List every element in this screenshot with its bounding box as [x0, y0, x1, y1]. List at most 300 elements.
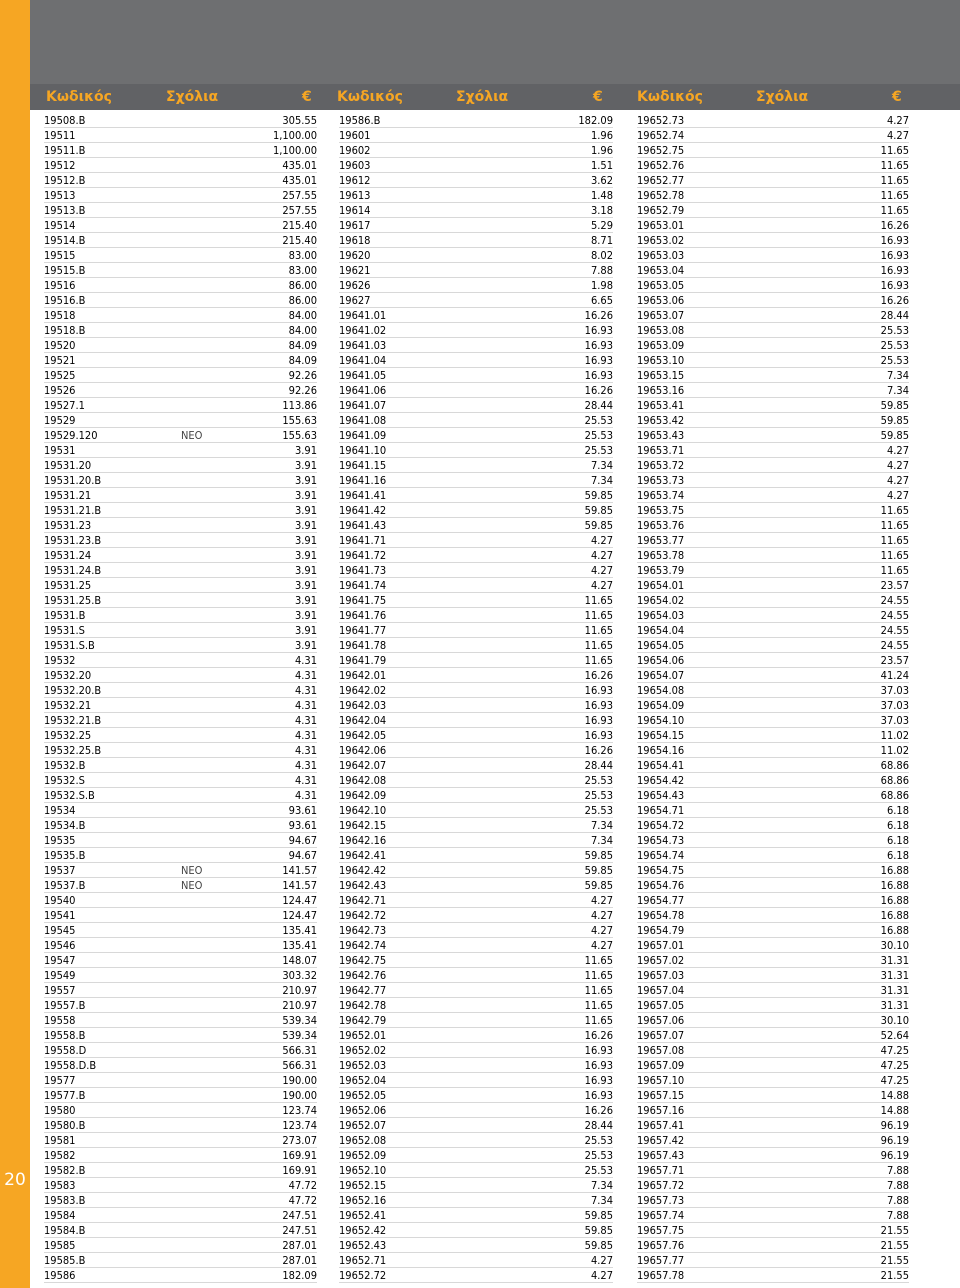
- price: 210.97: [282, 984, 317, 997]
- product-code: 19642.16: [339, 834, 387, 847]
- product-code: 19525: [44, 369, 76, 382]
- table-row: [339, 788, 613, 803]
- product-code: 19602: [339, 144, 371, 157]
- table-row: [637, 908, 909, 923]
- table-row: [339, 1208, 613, 1223]
- table-row: [44, 323, 317, 338]
- table-row: [44, 818, 317, 833]
- product-code: 19641.79: [339, 654, 387, 667]
- price: 1.51: [590, 159, 613, 172]
- price: 14.88: [880, 1089, 909, 1102]
- table-row: [637, 1238, 909, 1253]
- product-code: 19514.B: [44, 234, 86, 247]
- product-code: 19508.B: [44, 114, 86, 127]
- price: 4.27: [590, 894, 613, 907]
- product-code: 19601: [339, 129, 371, 142]
- product-code: 19534.B: [44, 819, 86, 832]
- product-code: 19642.04: [339, 714, 387, 727]
- product-code: 19657.73: [637, 1194, 685, 1207]
- product-code: 19641.04: [339, 354, 387, 367]
- product-code: 19642.02: [339, 684, 387, 697]
- table-row: [339, 323, 613, 338]
- table-row: [339, 383, 613, 398]
- table-row: [44, 398, 317, 413]
- table-row: [44, 1118, 317, 1133]
- price: 7.34: [590, 474, 613, 487]
- table-row: [637, 263, 909, 278]
- product-code: 19657.10: [637, 1074, 685, 1087]
- price: 3.91: [294, 504, 317, 517]
- product-code: 19531.21: [44, 489, 92, 502]
- price: 59.85: [584, 849, 613, 862]
- price: 215.40: [282, 219, 317, 232]
- price: 8.71: [590, 234, 613, 247]
- product-code: 19654.42: [637, 774, 685, 787]
- price: 59.85: [584, 879, 613, 892]
- table-row: [44, 458, 317, 473]
- table-row: [339, 428, 613, 443]
- product-code: 19531.24.B: [44, 564, 102, 577]
- product-code: 19642.06: [339, 744, 387, 757]
- table-row: [44, 428, 317, 443]
- price: 25.53: [584, 804, 613, 817]
- table-row: [637, 1013, 909, 1028]
- product-code: 19653.01: [637, 219, 685, 232]
- price: 16.26: [584, 744, 613, 757]
- table-row: [637, 308, 909, 323]
- product-code: 19652.41: [339, 1209, 387, 1222]
- table-row: [637, 518, 909, 533]
- table-row: [339, 623, 613, 638]
- table-row: [637, 548, 909, 563]
- price: 190.00: [282, 1089, 317, 1102]
- product-code: 19657.75: [637, 1224, 685, 1237]
- table-row: [44, 1028, 317, 1043]
- product-code: 19512.B: [44, 174, 86, 187]
- note: ΝΕΟ: [181, 879, 203, 892]
- product-code: 19652.71: [339, 1254, 387, 1267]
- price: 1,100.00: [272, 144, 317, 157]
- table-row: [339, 1088, 613, 1103]
- price: 16.26: [584, 1104, 613, 1117]
- product-code: 19654.10: [637, 714, 685, 727]
- price: 84.09: [288, 354, 317, 367]
- table-row: [339, 1118, 613, 1133]
- table-row: [339, 608, 613, 623]
- table-row: [637, 818, 909, 833]
- table-row: [637, 338, 909, 353]
- price: 92.26: [288, 369, 317, 382]
- price: 92.26: [288, 384, 317, 397]
- price: 7.34: [590, 1194, 613, 1207]
- price: 16.93: [880, 249, 909, 262]
- table-row: [637, 683, 909, 698]
- price: 3.91: [294, 639, 317, 652]
- product-code: 19653.09: [637, 339, 685, 352]
- price: 4.31: [294, 654, 317, 667]
- price: 4.27: [886, 444, 909, 457]
- product-code: 19580.B: [44, 1119, 86, 1132]
- product-code: 19557.B: [44, 999, 86, 1012]
- product-code: 19657.76: [637, 1239, 685, 1252]
- price: 3.91: [294, 489, 317, 502]
- product-code: 19545: [44, 924, 76, 937]
- product-code: 19527.1: [44, 399, 85, 412]
- price: 16.93: [584, 1089, 613, 1102]
- table-row: [44, 653, 317, 668]
- price: 4.27: [886, 474, 909, 487]
- product-code: 19531.20.B: [44, 474, 102, 487]
- product-code: 19586: [44, 1269, 76, 1282]
- table-row: [44, 1238, 317, 1253]
- price: 37.03: [880, 684, 909, 697]
- table-row: [44, 1133, 317, 1148]
- table-row: [637, 1148, 909, 1163]
- table-row: [339, 923, 613, 938]
- product-code: 19586.B: [339, 114, 381, 127]
- product-code: 19531.21.B: [44, 504, 102, 517]
- table-row: [637, 698, 909, 713]
- product-code: 19657.41: [637, 1119, 685, 1132]
- price: 16.88: [880, 909, 909, 922]
- price: 16.93: [584, 1044, 613, 1057]
- product-code: 19653.16: [637, 384, 685, 397]
- product-code: 19654.78: [637, 909, 685, 922]
- table-row: [637, 863, 909, 878]
- table-row: [44, 908, 317, 923]
- price: 7.34: [590, 1179, 613, 1192]
- product-code: 19641.05: [339, 369, 387, 382]
- table-row: [339, 728, 613, 743]
- table-row: [339, 413, 613, 428]
- table-row: [339, 578, 613, 593]
- table-row: [339, 293, 613, 308]
- table-row: [339, 1193, 613, 1208]
- price: 123.74: [282, 1119, 317, 1132]
- price: 84.09: [288, 339, 317, 352]
- product-code: 19652.42: [339, 1224, 387, 1237]
- price: 141.57: [282, 864, 317, 877]
- price: 59.85: [584, 504, 613, 517]
- table-row: [339, 1223, 613, 1238]
- product-code: 19654.08: [637, 684, 685, 697]
- product-code: 19642.79: [339, 1014, 387, 1027]
- price: 7.34: [590, 819, 613, 832]
- product-code: 19653.41: [637, 399, 685, 412]
- price: 94.67: [288, 849, 317, 862]
- table-row: [637, 488, 909, 503]
- table-row: [637, 953, 909, 968]
- table-row: [339, 158, 613, 173]
- table-row: [339, 143, 613, 158]
- product-code: 19653.73: [637, 474, 685, 487]
- product-code: 19531.20: [44, 459, 92, 472]
- product-code: 19516: [44, 279, 76, 292]
- product-code: 19657.06: [637, 1014, 685, 1027]
- table-row: [44, 1043, 317, 1058]
- product-code: 19617: [339, 219, 371, 232]
- price: 287.01: [282, 1254, 317, 1267]
- price: 11.02: [880, 744, 909, 757]
- product-code: 19641.16: [339, 474, 387, 487]
- price: 155.63: [282, 414, 317, 427]
- price: 5.29: [590, 219, 613, 232]
- product-code: 19518.B: [44, 324, 86, 337]
- table-row: [44, 848, 317, 863]
- product-code: 19652.15: [339, 1179, 387, 1192]
- price: 4.27: [590, 924, 613, 937]
- product-code: 19549: [44, 969, 76, 982]
- table-row: [339, 278, 613, 293]
- price: 247.51: [282, 1224, 317, 1237]
- product-code: 19557: [44, 984, 76, 997]
- table-row: [44, 563, 317, 578]
- product-code: 19558.D.B: [44, 1059, 97, 1072]
- product-code: 19657.15: [637, 1089, 685, 1102]
- price: 3.91: [294, 549, 317, 562]
- product-code: 19654.72: [637, 819, 685, 832]
- product-code: 19652.04: [339, 1074, 387, 1087]
- price-column-1: [44, 113, 317, 1283]
- price: 86.00: [288, 279, 317, 292]
- price: 11.65: [880, 564, 909, 577]
- table-row: [339, 173, 613, 188]
- table-row: [339, 1028, 613, 1043]
- table-row: [339, 518, 613, 533]
- product-code: 19657.09: [637, 1059, 685, 1072]
- product-code: 19532.25: [44, 729, 92, 742]
- table-row: [637, 758, 909, 773]
- price: 11.65: [880, 159, 909, 172]
- product-code: 19614: [339, 204, 371, 217]
- table-row: [637, 1178, 909, 1193]
- price: 11.65: [584, 654, 613, 667]
- price: 6.18: [886, 834, 909, 847]
- price: 247.51: [282, 1209, 317, 1222]
- price: 3.91: [294, 474, 317, 487]
- table-row: [44, 413, 317, 428]
- price: 435.01: [282, 159, 317, 172]
- price: 305.55: [282, 114, 317, 127]
- table-row: [44, 893, 317, 908]
- product-code: 19653.05: [637, 279, 685, 292]
- price: 155.63: [282, 429, 317, 442]
- price: 25.53: [584, 429, 613, 442]
- price: 83.00: [288, 264, 317, 277]
- table-row: [339, 863, 613, 878]
- price: 93.61: [288, 804, 317, 817]
- price: 7.88: [886, 1209, 909, 1222]
- table-row: [637, 383, 909, 398]
- product-code: 19653.71: [637, 444, 685, 457]
- header-notes-col2: Σχόλια: [456, 89, 509, 105]
- product-code: 19652.72: [339, 1269, 387, 1282]
- product-code: 19531.25.B: [44, 594, 102, 607]
- product-code: 19558.B: [44, 1029, 86, 1042]
- product-code: 19654.41: [637, 759, 685, 772]
- price: 1.96: [590, 129, 613, 142]
- table-row: [637, 533, 909, 548]
- product-code: 19529: [44, 414, 76, 427]
- table-row: [637, 443, 909, 458]
- table-row: [637, 998, 909, 1013]
- product-code: 19652.03: [339, 1059, 387, 1072]
- table-row: [637, 803, 909, 818]
- table-row: [637, 113, 909, 128]
- price: 1,100.00: [272, 129, 317, 142]
- price: 4.27: [590, 564, 613, 577]
- price: 11.65: [584, 969, 613, 982]
- price: 4.31: [294, 774, 317, 787]
- product-code: 19641.42: [339, 504, 387, 517]
- table-row: [44, 638, 317, 653]
- product-code: 19642.09: [339, 789, 387, 802]
- table-row: [44, 308, 317, 323]
- price: 4.27: [590, 549, 613, 562]
- product-code: 19641.02: [339, 324, 387, 337]
- price: 4.31: [294, 699, 317, 712]
- header-code-col1: Κωδικός: [46, 89, 112, 105]
- product-code: 19652.16: [339, 1194, 387, 1207]
- product-code: 19613: [339, 189, 371, 202]
- price: 31.31: [880, 984, 909, 997]
- price: 16.93: [880, 234, 909, 247]
- product-code: 19534: [44, 804, 76, 817]
- table-row: [44, 263, 317, 278]
- price: 4.27: [590, 939, 613, 952]
- table-row: [637, 848, 909, 863]
- table-row: [637, 893, 909, 908]
- product-code: 19642.75: [339, 954, 387, 967]
- table-row: [44, 833, 317, 848]
- table-row: [637, 128, 909, 143]
- product-code: 19532.21.B: [44, 714, 102, 727]
- price: 123.74: [282, 1104, 317, 1117]
- table-row: [44, 608, 317, 623]
- table-row: [637, 653, 909, 668]
- price: 7.88: [886, 1194, 909, 1207]
- table-row: [44, 758, 317, 773]
- product-code: 19652.75: [637, 144, 685, 157]
- price: 59.85: [880, 414, 909, 427]
- table-row: [44, 923, 317, 938]
- price: 7.34: [886, 384, 909, 397]
- table-row: [339, 818, 613, 833]
- price: 16.88: [880, 894, 909, 907]
- table-row: [44, 668, 317, 683]
- table-row: [44, 233, 317, 248]
- table-row: [44, 188, 317, 203]
- product-code: 19641.01: [339, 309, 387, 322]
- table-row: [44, 788, 317, 803]
- table-row: [339, 233, 613, 248]
- price: 4.31: [294, 759, 317, 772]
- product-code: 19642.05: [339, 729, 387, 742]
- product-code: 19512: [44, 159, 76, 172]
- table-row: [637, 923, 909, 938]
- price: 4.27: [590, 579, 613, 592]
- product-code: 19652.77: [637, 174, 685, 187]
- table-row: [339, 1103, 613, 1118]
- table-row: [637, 218, 909, 233]
- product-code: 19584: [44, 1209, 76, 1222]
- product-code: 19654.03: [637, 609, 685, 622]
- table-row: [339, 698, 613, 713]
- product-code: 19652.01: [339, 1029, 387, 1042]
- product-code: 19641.08: [339, 414, 387, 427]
- table-row: [637, 878, 909, 893]
- product-code: 19515: [44, 249, 76, 262]
- price: 210.97: [282, 999, 317, 1012]
- table-row: [339, 983, 613, 998]
- product-code: 19653.02: [637, 234, 685, 247]
- price: 16.93: [584, 714, 613, 727]
- price: 4.27: [590, 1254, 613, 1267]
- product-code: 19537.B: [44, 879, 86, 892]
- product-code: 19653.72: [637, 459, 685, 472]
- price: 21.55: [880, 1239, 909, 1252]
- price: 59.85: [584, 519, 613, 532]
- price: 3.91: [294, 459, 317, 472]
- table-row: [44, 1073, 317, 1088]
- product-code: 19583: [44, 1179, 76, 1192]
- table-row: [44, 248, 317, 263]
- product-code: 19654.43: [637, 789, 685, 802]
- product-code: 19657.08: [637, 1044, 685, 1057]
- table-row: [339, 713, 613, 728]
- product-code: 19577.B: [44, 1089, 86, 1102]
- table-row: [637, 983, 909, 998]
- product-code: 19642.07: [339, 759, 387, 772]
- table-row: [44, 218, 317, 233]
- product-code: 19531.23: [44, 519, 92, 532]
- product-code: 19532.S.B: [44, 789, 95, 802]
- price: 11.65: [584, 594, 613, 607]
- price: 47.72: [288, 1194, 317, 1207]
- product-code: 19652.06: [339, 1104, 387, 1117]
- product-code: 19654.79: [637, 924, 685, 937]
- product-code: 19642.42: [339, 864, 387, 877]
- header-code-col3: Κωδικός: [637, 89, 703, 105]
- product-code: 19582: [44, 1149, 76, 1162]
- table-row: [44, 1268, 317, 1283]
- product-code: 19532: [44, 654, 76, 667]
- product-code: 19652.78: [637, 189, 685, 202]
- table-row: [637, 713, 909, 728]
- product-code: 19585: [44, 1239, 76, 1252]
- price: 11.65: [880, 144, 909, 157]
- price: 3.91: [294, 609, 317, 622]
- product-code: 19657.77: [637, 1254, 685, 1267]
- price: 28.44: [584, 1119, 613, 1132]
- price: 16.93: [880, 279, 909, 292]
- price: 59.85: [584, 864, 613, 877]
- price: 141.57: [282, 879, 317, 892]
- price: 3.18: [590, 204, 613, 217]
- table-row: [339, 503, 613, 518]
- table-row: [44, 578, 317, 593]
- product-code: 19513: [44, 189, 76, 202]
- product-code: 19531.23.B: [44, 534, 102, 547]
- price: 215.40: [282, 234, 317, 247]
- price: 11.65: [880, 549, 909, 562]
- price: 124.47: [282, 894, 317, 907]
- product-code: 19531.24: [44, 549, 92, 562]
- price: 113.86: [282, 399, 317, 412]
- price: 25.53: [880, 339, 909, 352]
- table-row: [44, 1253, 317, 1268]
- table-row: [44, 1163, 317, 1178]
